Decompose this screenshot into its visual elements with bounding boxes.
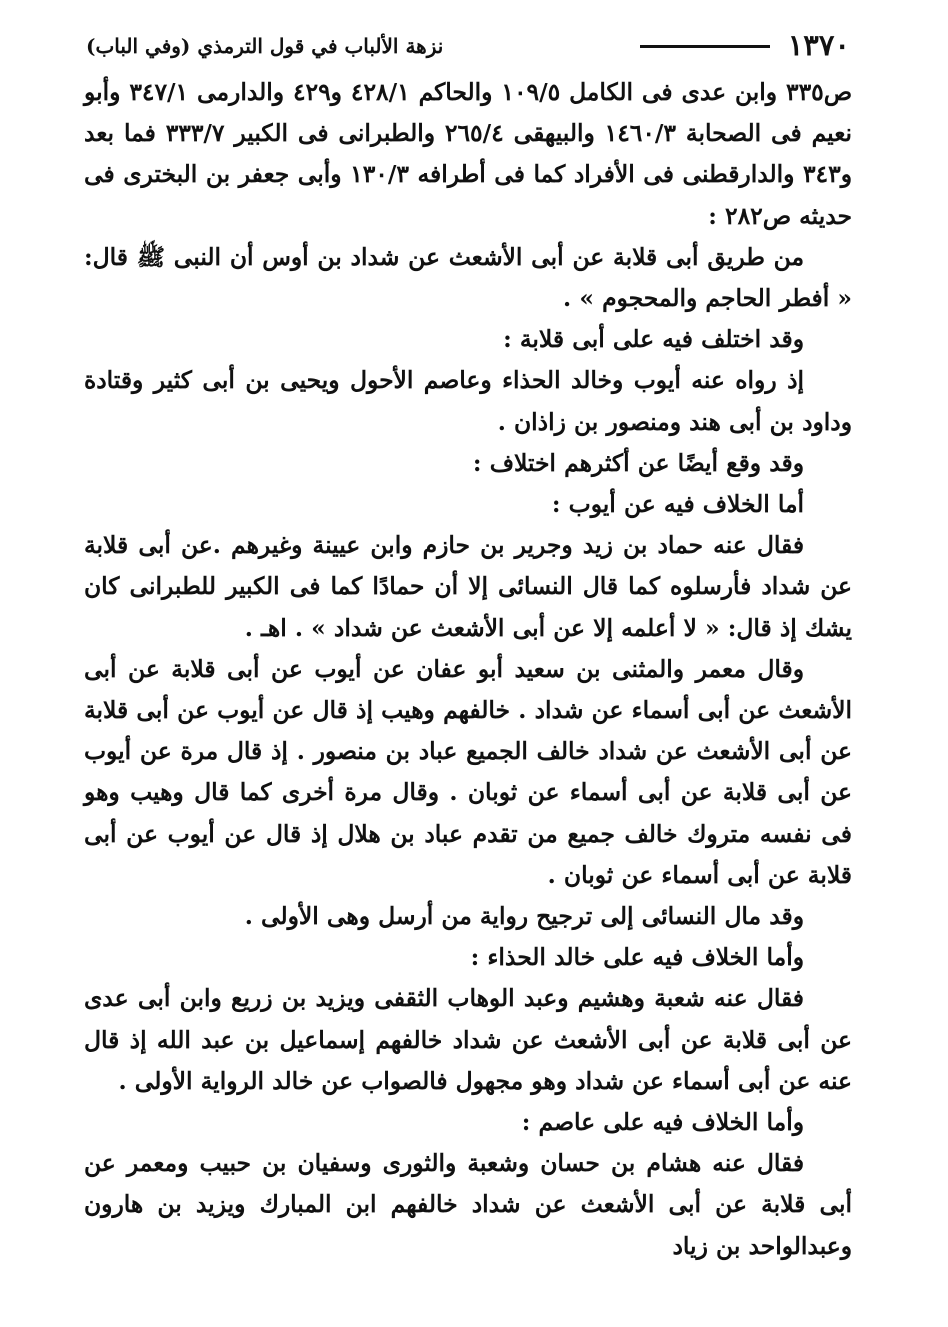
paragraph-hadith-text: من طريق أبى قلابة عن أبى الأشعث عن شداد بن أوس أن النبى ﷺ قال: « أفطر الحاجم والمحجوم » . [84, 242, 852, 313]
page-number: ١٣٧٠ [787, 28, 850, 62]
paragraph-continuation: ص٣٣٥ وابن عدى فى الكامل ١٠٩/٥ والحاكم ٤٢٨/١ و٤٢٩ والدارمى ٣٤٧/١ وأبو نعيم فى الصحابة ١٤٦٠/٣ والبيهقى ٢٦٥/٤ والطبرانى فى الكبير ٣٣٣/٧ فما بعد و٣٤٣ والدارقطنى فى الأفراد كما فى أطرافه ١٣٠/٣ وأبى جعفر بن البخترى فى حديثه ص٢٨٢ : [84, 78, 852, 230]
page-header [86, 26, 850, 66]
paragraph-narrators: إذ رواه عنه أيوب وخالد الحذاء وعاصم الأحول ويحيى بن أبى كثير وقتادة وداود بن أبى هند ومنصور بن زاذان . [84, 366, 852, 436]
paragraph-khalid: فقال عنه شعبة وهشيم وعبد الوهاب الثقفى ويزيد بن زريع وابن أبى عدى عن أبى قلابة عن أبى الأشعث عن شداد خالفهم إسماعيل بن عبد الله إذ قال عنه عن أبى أسماء عن شداد وهو مجهول فالصواب عن خالد الرواية الأولى . [84, 984, 852, 1095]
paragraph-heading-asim: وأما الخلاف فيه على عاصم : [521, 1108, 804, 1137]
paragraph-asim: فقال عنه هشام بن حسان وشعبة والثورى وسفيان بن حبيب ومعمر عن أبى قلابة عن أبى الأشعث عن شداد خالفهم ابن المبارك ويزيد بن هارون وعبدالواحد بن زياد [84, 1149, 852, 1260]
paragraph-ayyub-mamar: وقال معمر والمثنى بن سعيد أبو عفان عن أيوب عن أبى قلابة عن أبى الأشعث عن أبى أسماء عن شداد . خالفهم وهيب إذ قال عن أيوب عن أبى قلابة عن أبى الأشعث عن شداد خالف الجميع عباد بن منصور . إذ قال مرة عن أيوب عن أبى قلابة عن أبى أسماء عن ثوبان . وقال مرة أخرى كما قال وهيب وهو فى نفسه متروك خالف جميع من تقدم عباد بن هلال إذ قال عن أيوب عن أبى قلابة عن أبى أسماء عن ثوبان . [84, 654, 852, 889]
paragraph-heading-ayyub: أما الخلاف فيه عن أيوب : [551, 490, 804, 519]
paragraph-heading-abu-qilaba: وقد اختلف فيه على أبى قلابة : [503, 325, 804, 354]
paragraph-ayyub-hammad: فقال عنه حماد بن زيد وجرير بن حازم وابن عيينة وغيرهم .عن أبى قلابة عن شداد فأرسلوه كما قال النسائى إلا أن حمادًا كما فى الكبير للطبرانى كان يشك إذ قال: « لا أعلمه إلا عن أبى الأشعث عن شداد » . اهـ . [84, 531, 852, 642]
paragraph-disagreement: وقد وقع أيضًا عن أكثرهم اختلاف : [472, 448, 804, 477]
header-rule [640, 45, 770, 48]
body-text [84, 72, 852, 1267]
paragraph-nasai: وقد مال النسائى إلى ترجيح رواية من أرسل وهى الأولى . [244, 902, 804, 931]
running-title: نزهة الألباب في قول الترمذي (وفي الباب) [86, 34, 444, 58]
paragraph-heading-khalid: وأما الخلاف فيه على خالد الحذاء : [470, 943, 804, 972]
